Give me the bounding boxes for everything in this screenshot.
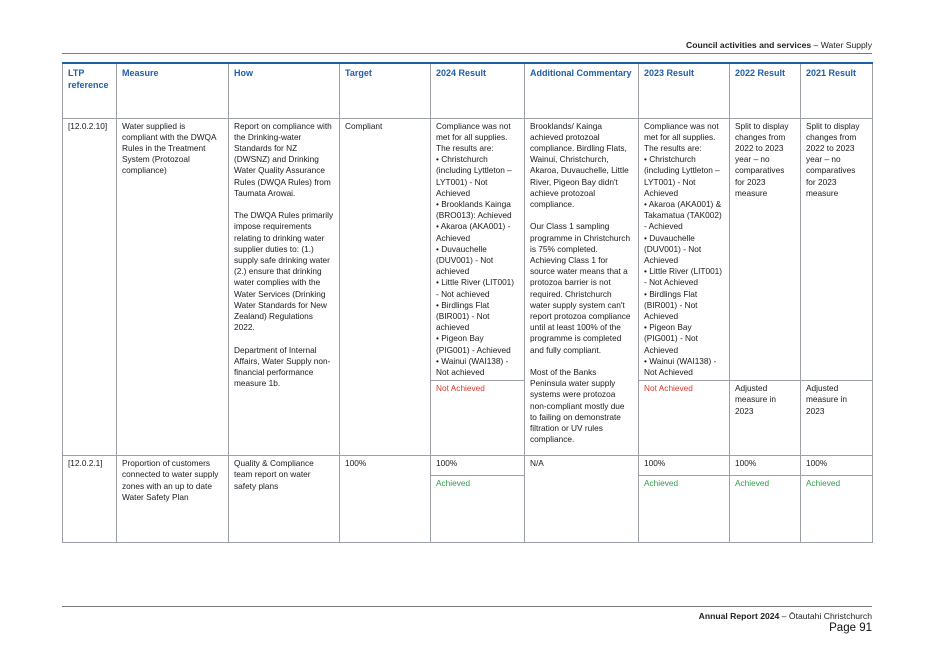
header-section-subtitle: – Water Supply (811, 40, 872, 50)
table-row (63, 118, 873, 381)
footer-report-title: Annual Report 2024 (698, 611, 780, 621)
header-section-title: Council activities and services (686, 40, 812, 50)
result-2021-adjusted-cell: Adjusted measure in 2023 (801, 381, 873, 456)
table-row (63, 456, 873, 476)
col-header-2021-result: 2021 Result (801, 63, 873, 118)
result-2023-detail-cell: Compliance was not met for all supplies. The results are: • Christchurch (including Lyttleton – LYT001) - Not Achieved • Akaroa (AKA001) & Takamatua (TAK002) - Achieved • Duvauchelle (DUV001) - Not Achieved • Little River (LIT001) - Not Achieved • Birdlings Flat (BIR001) - Not Achieved • Pigeon Bay (PIG001) - Not Achieved • Wainui (WAI138) - Not Achieved (639, 118, 730, 381)
target-cell: Compliant (340, 118, 431, 456)
result-2024-status-badge: Not Achieved (431, 381, 525, 456)
col-header-2023-result: 2023 Result (639, 63, 730, 118)
col-header-additional-commentary: Additional Commentary (525, 63, 639, 118)
running-header (686, 40, 872, 50)
col-header-2022-result: 2022 Result (730, 63, 801, 118)
commentary-cell: N/A (525, 456, 639, 543)
measure-cell: Proportion of customers connected to water supply zones with an up to date Water Safety Plan (117, 456, 229, 543)
result-2022-adjusted-cell: Adjusted measure in 2023 (730, 381, 801, 456)
col-header-measure: Measure (117, 63, 229, 118)
header-rule (62, 53, 872, 54)
result-2024-detail-cell: Compliance was not met for all supplies. The results are: • Christchurch (including Lyttleton – LYT001) - Not Achieved • Brooklands Kainga (BRO013): Achieved • Akaroa (AKA001) - Achieved • Duvauchelle (DUV001) - Not achieved • Little River (LIT001) - Not achieved • Birdlings Flat (BIR001) - Not achieved • Pigeon Bay (PIG001) - Achieved • Wainui (WAI138) - Not achieved (431, 118, 525, 381)
result-2023-status-badge: Not Achieved (639, 381, 730, 456)
col-header-2024-result: 2024 Result (431, 63, 525, 118)
table-header-row (63, 63, 873, 118)
result-2021-value-cell: 100% (801, 456, 873, 476)
result-2023-status-badge: Achieved (639, 476, 730, 543)
ltp-reference-cell: [12.0.2.1] (63, 456, 117, 543)
result-2022-value-cell: 100% (730, 456, 801, 476)
how-cell: Quality & Compliance team report on water safety plans (229, 456, 340, 543)
page-number: Page 91 (829, 622, 872, 634)
footer-rule (62, 606, 872, 607)
target-cell: 100% (340, 456, 431, 543)
result-2024-value-cell: 100% (431, 456, 525, 476)
col-header-target: Target (340, 63, 431, 118)
col-header-ltp-reference: LTP reference (63, 63, 117, 118)
running-footer (699, 611, 872, 621)
result-2023-value-cell: 100% (639, 456, 730, 476)
measure-cell: Water supplied is compliant with the DWQA Rules in the Treatment System (Protozoal compliance) (117, 118, 229, 456)
ltp-reference-cell: [12.0.2.10] (63, 118, 117, 456)
how-cell: Report on compliance with the Drinking-water Standards for NZ (DWSNZ) and Drinking Water Quality Assurance Rules (DWQA Rules) from Taumata Arowai. The DWQA Rules primarily impose requirements relating to drinking water supplier duties to: (1.) supply safe drinking water (2.) ensure that drinking water complies with the Water Services (Drinking Water Standards for New Zealand) Regulations 2022. Department of Internal Affairs, Water Supply non-financial performance measure 1b. (229, 118, 340, 456)
commentary-cell: Brooklands/ Kainga achieved protozoal compliance. Birdling Flats, Wainui, Christchurch, Akaroa, Duvauchelle, Little River, Pigeon Bay didn't achieve protozoal compliance. Our Class 1 sampling programme in Christchurch is 75% completed. Achieving Class 1 for source water means that a protozoa barrier is not required. Christchurch water supply system can't report protozoa compliance until at least 100% of the programme is completed and fully compliant. Most of the Banks Peninsula water supply systems were protozoa non-compliant mostly due to failing on demonstrate filtration or UV rules compliance. (525, 118, 639, 456)
result-2022-status-badge: Achieved (730, 476, 801, 543)
result-2024-status-badge: Achieved (431, 476, 525, 543)
result-2021-note-cell: Split to display changes from 2022 to 2023 year – no comparatives for 2023 measure (801, 118, 873, 381)
footer-report-subtitle: – Ōtautahi Christchurch (779, 611, 872, 621)
result-2022-note-cell: Split to display changes from 2022 to 2023 year – no comparatives for 2023 measure (730, 118, 801, 381)
result-2021-status-badge: Achieved (801, 476, 873, 543)
performance-table (62, 62, 873, 543)
col-header-how: How (229, 63, 340, 118)
